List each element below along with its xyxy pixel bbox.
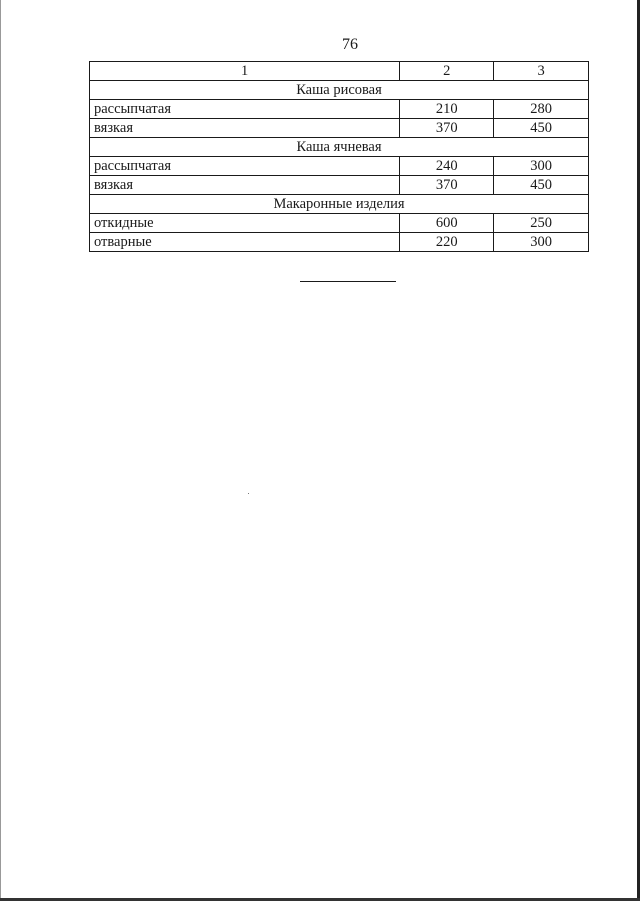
table-row <box>90 100 589 119</box>
norms-table <box>89 61 589 252</box>
table-row <box>90 119 589 138</box>
row-value-col3: 280 <box>494 100 589 119</box>
section-title: Каша ячневая <box>90 138 589 157</box>
closing-rule <box>300 281 396 282</box>
section-row <box>90 195 589 214</box>
row-name: откидные <box>90 214 400 233</box>
header-cell: 1 <box>90 62 400 81</box>
table-row <box>90 233 589 252</box>
table-row <box>90 214 589 233</box>
header-cell: 2 <box>400 62 494 81</box>
row-value-col2: 600 <box>400 214 494 233</box>
scan-edge-left <box>0 0 1 901</box>
row-value-col2: 210 <box>400 100 494 119</box>
row-value-col2: 240 <box>400 157 494 176</box>
row-value-col2: 370 <box>400 176 494 195</box>
table-row <box>90 176 589 195</box>
section-title: Макаронные изделия <box>90 195 589 214</box>
row-name: вязкая <box>90 119 400 138</box>
row-name: отварные <box>90 233 400 252</box>
row-name: рассыпчатая <box>90 157 400 176</box>
row-value-col2: 370 <box>400 119 494 138</box>
row-value-col3: 300 <box>494 233 589 252</box>
row-value-col2: 220 <box>400 233 494 252</box>
row-value-col3: 250 <box>494 214 589 233</box>
scan-speck <box>248 493 249 494</box>
row-value-col3: 300 <box>494 157 589 176</box>
table-row <box>90 157 589 176</box>
row-value-col3: 450 <box>494 119 589 138</box>
header-cell: 3 <box>494 62 589 81</box>
row-name: вязкая <box>90 176 400 195</box>
row-name: рассыпчатая <box>90 100 400 119</box>
page-number: 76 <box>342 36 358 53</box>
section-row <box>90 81 589 100</box>
section-title: Каша рисовая <box>90 81 589 100</box>
table-header-row <box>90 62 589 81</box>
row-value-col3: 450 <box>494 176 589 195</box>
section-row <box>90 138 589 157</box>
